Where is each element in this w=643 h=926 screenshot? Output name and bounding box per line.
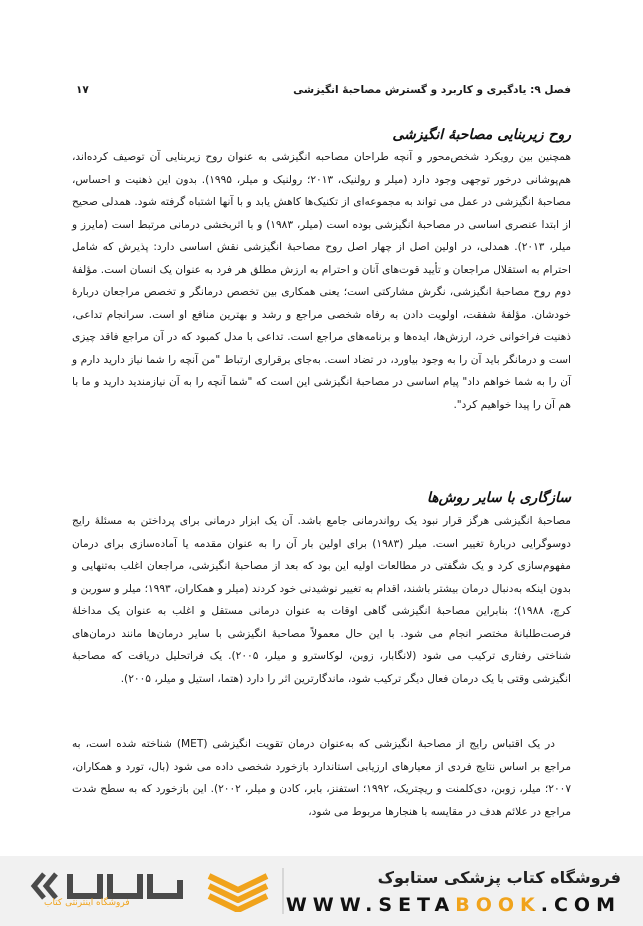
book-logo-icon: [205, 870, 271, 912]
shop-name: فروشگاه کتاب پزشکی ستابوک: [377, 868, 621, 887]
paragraph-compatibility-1: مصاحبهٔ انگیزشی هرگز قرار نبود یک رواندرمانی جامع باشد. آن یک ابزار درمانی برای پرداختن به مسئلهٔ رایج دوسوگرایی دربارهٔ تغییر است. میلر (۱۹۸۳) برای اولین بار آن را به عنوان مقدمه یا آماده‌سازی برای درمان مفهوم‌سازی کرد و یک شگفتی در مطالعات اولیه این بود که بعد از مصاحبهٔ انگیزشی، مراجعان اغلب به‌تنهایی و بدون اینکه به‌دنبال درمان بیشتر باشند، اقدام به تغییر نوشیدنی خود کردند (میلر و همکاران، ۱۹۹۳؛ میلر و سوربن و کرچ، ۱۹۸۸)؛ بنابراین مصاحبهٔ انگیزشی گاهی اوقات به عنوان درمانی مستقل و اغلب به عنوان یک مداخلهٔ فرصت‌طلبانهٔ مختصر انجام می شود. با این حال معمولاً مصاحبهٔ انگیزشی با سایر درمان‌ها مانند درمان‌های شناختی رفتاری ترکیب می شود (لانگابار، زوبن، لوکاسترو و میلر، ۲۰۰۵). یک فراتحلیل دریافت که مصاحبهٔ انگیزشی وقتی با یک درمان فعال دیگر ترکیب شود، ماندگارترین اثر را دارد (هتما، استیل و میلر، ۲۰۰۵).: [72, 515, 572, 685]
website-accent: BOOK: [455, 894, 541, 916]
footer-banner: [0, 856, 643, 926]
section-heading-spirit: روح زیربنایی مصاحبهٔ انگیزشی: [392, 127, 571, 143]
page-header: [76, 84, 571, 102]
website-prefix: WWW.SETA: [285, 894, 456, 916]
setabook-brand-logo-icon: [30, 866, 190, 916]
website-suffix: .COM: [540, 894, 621, 916]
page-number: ۱۷: [76, 84, 89, 96]
section-heading-compatibility: سازگاری با سایر روش‌ها: [426, 490, 571, 506]
paragraph-compatibility-2: در یک اقتباس رایج از مصاحبهٔ انگیزشی که به‌عنوان درمان تقویت انگیزشی (MET) شناخته شده است، به مراجع بر اساس نتایج فردی از معیارهای ارزیابی استاندارد بازخورد شخصی داده می شود (بال، تورد و همکاران، ۲۰۰۷؛ میلر، زوبن، دی‌کلمنت و ریچتریک، ۱۹۹۲؛ استفنز، بابر، کادن و میلر، ۲۰۰۲). این بازخورد که به سطح شدت مراجع در علائم هدف در مقایسه با هنجارها مربوط می شود،: [72, 738, 572, 818]
brand-tagline: فروشگاه اینترنتی کتاب: [44, 898, 130, 908]
chapter-title: فصل ۹: یادگیری و کاربرد و گسترش مصاحبهٔ انگیزشی: [293, 84, 571, 96]
paragraph-spirit: همچنین بین رویکرد شخص‌محور و آنچه طراحان مصاحبه انگیزشی به عنوان روح زیربنایی آن توصیف کرده‌اند، هم‌پوشانی درخور توجهی وجود دارد (میلر و رولنیک، ۲۰۱۳؛ رولنیک و میلر، ۱۹۹۵). بدون این ذهنیت و احساس، مصاحبهٔ انگیزشی در عمل می تواند به مجموعه‌ای از تکنیک‌ها کاهش یابد و با آنها اشتباه گرفته شود. همدلی صحیح از ابتدا عنصری اساسی در مصاحبهٔ انگیزشی بوده است (میلر، ۱۹۸۳) و با اثربخشی درمانی مرتبط است (مایرز و میلر، ۲۰۱۳). همدلی، در اولین اصل از چهار اصل روح مصاحبهٔ انگیزشی نقش اساسی دارد: پذیرش که شامل احترام به استقلال مراجعان و تأیید قوت‌های آنان و احترام به ارزش مطلق هر فرد به عنوان یک انسان است. مؤلفهٔ دوم روح مصاحبهٔ انگیزشی، نگرش مشارکتی است؛ یعنی همکاری بین تخصص درمانگر و تخصص مراجعان دربارهٔ خودشان. مؤلفهٔ شفقت، اولویت دادن به رفاه شخصی مراجع و رشد و بهترین منافع او است. سرانجام تداعی، ذهنیت فراخوانی خرد، ارزش‌ها، ایده‌ها و برنامه‌های مراجع است. تداعی با مدل کمبود که در آن مراجع فاقد چیزی است و درمانگر باید آن را به وجود بیاورد، در تضاد است. به‌جای برقراری ارتباط "من آنچه را شما نیاز دارید دارم و آن را به شما خواهم داد" پیام اساسی در مصاحبهٔ انگیزشی این است که "شما آنچه را به آن نیازمندید دارید و ما با هم آن را پیدا خواهیم کرد".: [72, 151, 572, 411]
footer-divider: [282, 868, 284, 914]
website-url[interactable]: [286, 894, 621, 916]
